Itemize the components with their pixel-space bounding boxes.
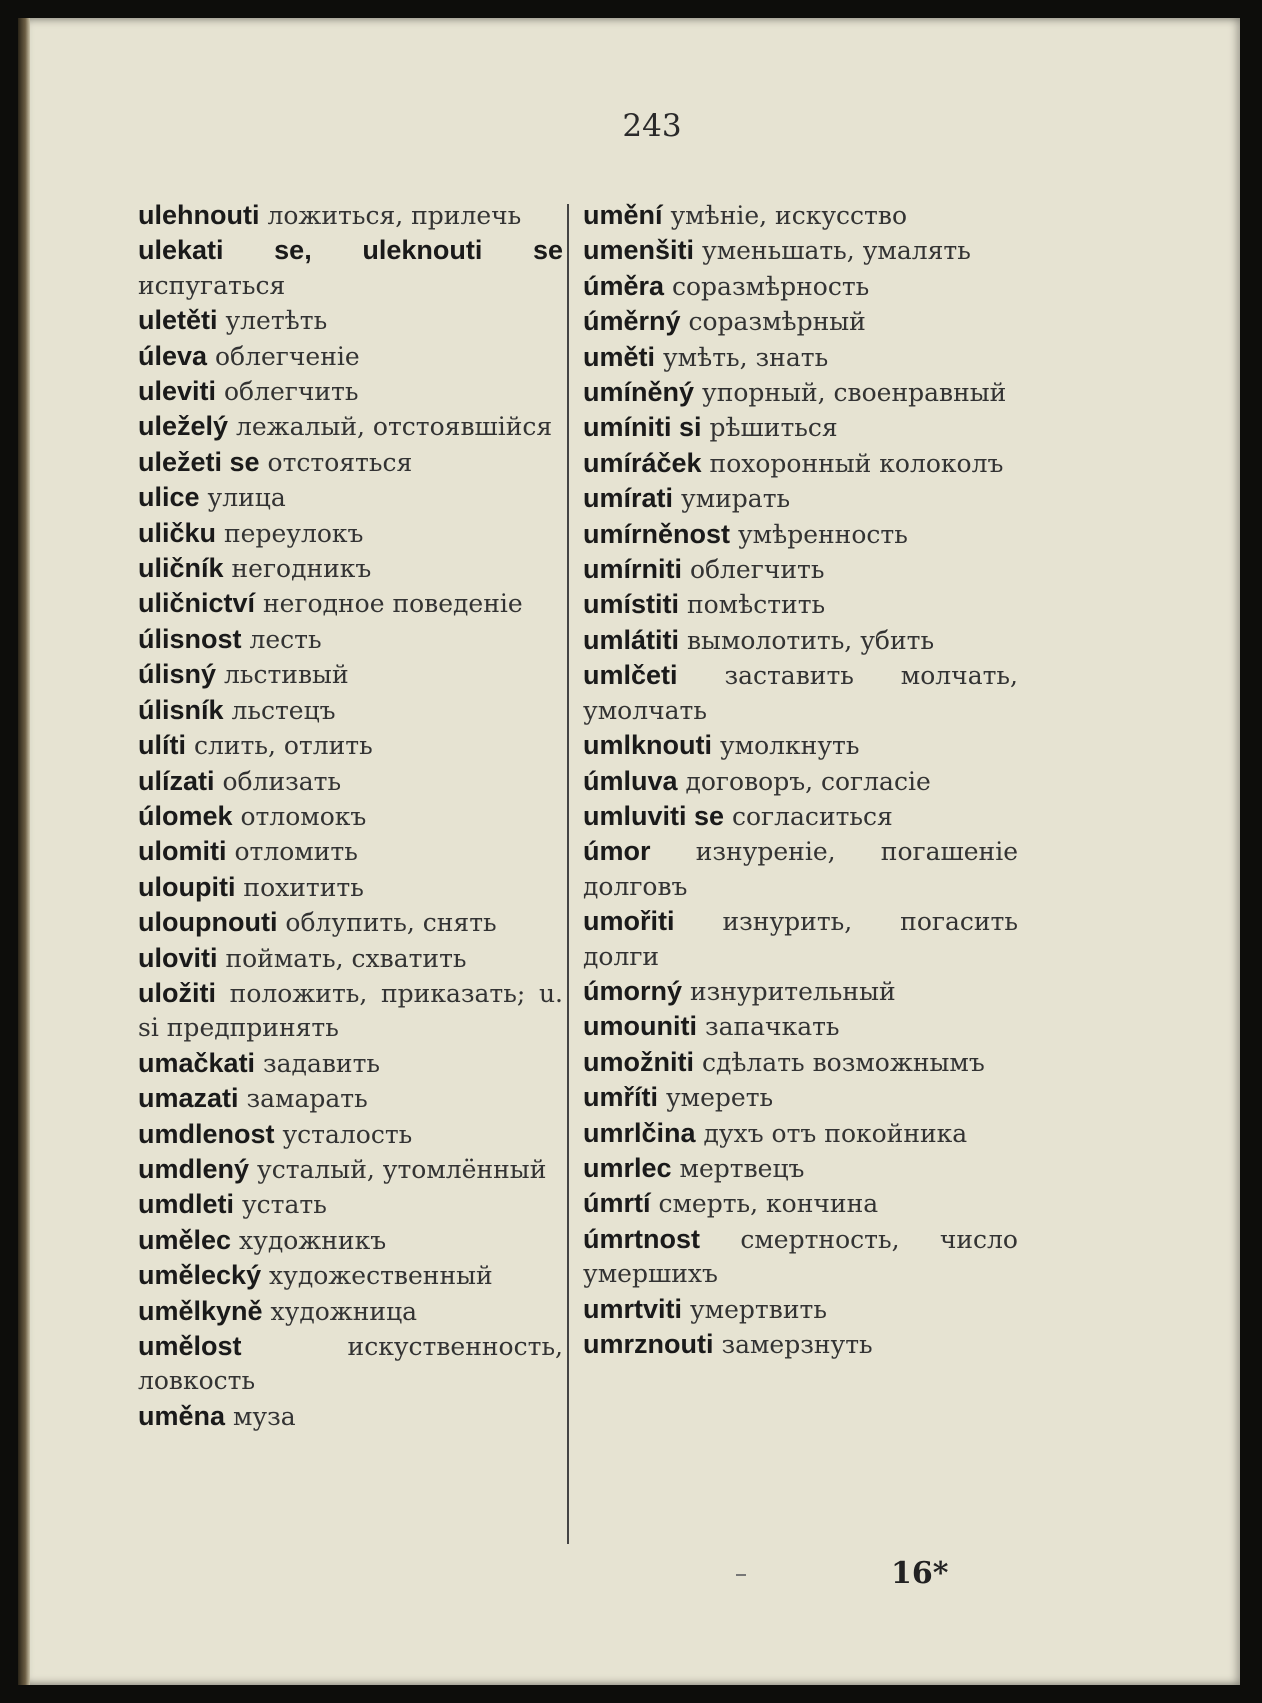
- entry-translation: отломокъ: [240, 801, 367, 831]
- entry-headword: umrznouti: [583, 1329, 714, 1359]
- dictionary-entry: [138, 1117, 563, 1152]
- dictionary-entry: [138, 480, 563, 515]
- entry-translation: облегченіе: [215, 341, 360, 371]
- entry-headword: uloupnouti: [138, 907, 278, 938]
- entry-headword: ulíti: [138, 730, 186, 761]
- entry-translation: ложиться, прилечь: [267, 201, 522, 230]
- entry-translation: льстивый: [223, 660, 349, 690]
- dictionary-entry: [583, 198, 1018, 233]
- dictionary-entry: [138, 445, 563, 480]
- entry-headword: umělost: [138, 1331, 242, 1361]
- dictionary-entry: [138, 834, 563, 869]
- entry-headword: umírati: [583, 483, 674, 514]
- entry-translation: лежалый, отстоявшійся: [236, 412, 553, 442]
- entry-translation: договоръ, согласіе: [685, 766, 931, 796]
- dictionary-entry: [138, 1329, 563, 1399]
- dictionary-entry: [583, 1292, 1018, 1327]
- dictionary-entry: [583, 1045, 1018, 1080]
- entry-headword: umlknouti: [583, 730, 712, 761]
- entry-headword: umdlený: [138, 1153, 250, 1184]
- entry-headword: ulízati: [138, 765, 215, 796]
- entry-headword: uličku: [138, 517, 217, 548]
- dictionary-entry: [583, 552, 1018, 587]
- dictionary-entry: [138, 905, 563, 940]
- entry-translation: художница: [270, 1296, 418, 1326]
- dictionary-entry: [583, 517, 1018, 552]
- entry-translation: мертвецъ: [679, 1153, 805, 1183]
- entry-headword: umlčeti: [583, 660, 678, 691]
- entry-headword: ulekati se, uleknouti se: [138, 235, 563, 266]
- entry-headword: úmorný: [583, 975, 683, 1006]
- entry-translation: согласиться: [732, 801, 893, 831]
- dictionary-entry: [138, 1258, 563, 1293]
- entry-headword: úměra: [583, 270, 665, 301]
- dictionary-entry: [138, 1046, 563, 1081]
- left-column: [138, 198, 563, 1434]
- entry-headword: ulice: [138, 482, 200, 513]
- entry-headword: umazati: [138, 1083, 239, 1114]
- dictionary-entry: [583, 974, 1018, 1009]
- dictionary-entry: [583, 728, 1018, 763]
- dictionary-entry: [138, 799, 563, 834]
- entry-translation: сдѣлать возможнымъ: [701, 1047, 985, 1077]
- book-binding: [18, 18, 30, 1685]
- entry-translation: негодное поведеніе: [262, 589, 523, 619]
- entry-headword: úmrtnost: [583, 1223, 700, 1254]
- dictionary-entry: [138, 976, 563, 1046]
- entry-translation: переулокъ: [223, 518, 364, 548]
- entry-headword: uličník: [138, 553, 224, 584]
- entry-headword: ulomiti: [138, 836, 227, 867]
- entry-translation: соразмѣрность: [672, 271, 870, 301]
- entry-headword: úmor: [583, 836, 651, 867]
- entry-headword: uměna: [138, 1400, 226, 1431]
- entry-headword: umírněnost: [583, 518, 731, 549]
- column-divider: [567, 204, 569, 1544]
- footer-dash: [736, 1574, 746, 1576]
- entry-translation: смертность, число умершихъ: [583, 1224, 1018, 1289]
- dictionary-entry: [583, 269, 1018, 304]
- entry-translation: усталый, утомлённый: [256, 1154, 547, 1184]
- entry-translation: рѣшиться: [709, 413, 838, 443]
- entry-translation: похоронный колоколъ: [709, 448, 1004, 478]
- dictionary-entry: [138, 374, 563, 409]
- entry-translation: поймать, схватить: [225, 943, 467, 973]
- entry-translation: улица: [207, 483, 286, 513]
- entry-translation: умѣніе, искусство: [670, 201, 908, 230]
- entry-translation: негодникъ: [231, 554, 372, 584]
- entry-translation: художественный: [269, 1261, 493, 1291]
- dictionary-entry: [583, 410, 1018, 445]
- dictionary-entry: [583, 304, 1018, 339]
- dictionary-entry: [583, 658, 1018, 728]
- signature-mark: 16*: [891, 1556, 949, 1591]
- entry-headword: úmrtí: [583, 1188, 651, 1219]
- entry-translation: вымолотить, убить: [686, 625, 935, 655]
- entry-headword: umrlčina: [583, 1117, 696, 1148]
- entry-translation: умѣть, знать: [662, 342, 829, 372]
- right-column: [583, 198, 1018, 1362]
- page-number: 243: [622, 108, 682, 144]
- entry-headword: uměti: [583, 341, 656, 372]
- entry-translation: умолкнуть: [719, 731, 860, 761]
- dictionary-entry: [583, 446, 1018, 481]
- entry-headword: umořiti: [583, 906, 675, 937]
- entry-headword: ulehnouti: [138, 200, 260, 230]
- entry-translation: улетѣть: [225, 306, 328, 336]
- entry-headword: úleva: [138, 340, 208, 371]
- dictionary-entry: [583, 799, 1018, 834]
- entry-headword: úlisný: [138, 659, 217, 690]
- dictionary-entry: [138, 409, 563, 444]
- dictionary-entry: [138, 941, 563, 976]
- entry-translation: умѣренность: [737, 519, 908, 549]
- entry-translation: искуственность, ловкость: [138, 1332, 563, 1396]
- entry-translation: облегчить: [223, 377, 359, 407]
- dictionary-entry: [138, 728, 563, 763]
- entry-headword: umíráček: [583, 447, 702, 478]
- entry-headword: uložiti: [138, 977, 216, 1008]
- dictionary-entry: [138, 693, 563, 728]
- entry-translation: умирать: [680, 484, 791, 514]
- entry-translation: художникъ: [239, 1225, 387, 1255]
- dictionary-entry: [138, 1081, 563, 1116]
- dictionary-entry: [583, 1151, 1018, 1186]
- dictionary-entry: [583, 834, 1018, 904]
- dictionary-entry: [583, 340, 1018, 375]
- dictionary-entry: [138, 198, 563, 233]
- dictionary-entry: [138, 764, 563, 799]
- entry-translation: замарать: [246, 1084, 368, 1114]
- dictionary-entry: [138, 303, 563, 338]
- dictionary-entry: [138, 1152, 563, 1187]
- entry-translation: духъ отъ покойника: [703, 1118, 968, 1148]
- dictionary-entry: [138, 1294, 563, 1329]
- dictionary-entry: [138, 586, 563, 621]
- dictionary-entry: [583, 481, 1018, 516]
- entry-headword: umírniti: [583, 554, 682, 585]
- entry-translation: муза: [232, 1401, 296, 1431]
- dictionary-entry: [583, 1222, 1018, 1292]
- entry-translation: облегчить: [689, 555, 825, 585]
- entry-translation: соразмѣрный: [688, 307, 866, 337]
- entry-headword: uleželý: [138, 411, 229, 442]
- dictionary-entry: [583, 1009, 1018, 1044]
- dictionary-entry: [583, 1327, 1018, 1362]
- entry-headword: umístiti: [583, 589, 680, 620]
- dictionary-entry: [583, 1080, 1018, 1115]
- dictionary-entry: [583, 233, 1018, 268]
- dictionary-entry: [583, 587, 1018, 622]
- book-page: [18, 18, 1240, 1685]
- entry-headword: umrtviti: [583, 1293, 683, 1324]
- entry-headword: umění: [583, 200, 663, 230]
- entry-headword: úmluva: [583, 765, 678, 796]
- entry-translation: изнурить, погасить долги: [583, 907, 1019, 971]
- entry-headword: uloupiti: [138, 871, 236, 902]
- entry-translation: упорный, своенравный: [701, 378, 1007, 408]
- dictionary-entry: [583, 375, 1018, 410]
- entry-headword: úlisnost: [138, 623, 242, 654]
- entry-translation: слить, отлить: [193, 731, 373, 761]
- entry-headword: uleviti: [138, 376, 217, 407]
- dictionary-entry: [583, 623, 1018, 658]
- entry-translation: задавить: [263, 1048, 381, 1078]
- dictionary-entry: [138, 1399, 563, 1434]
- entry-translation: запачкать: [704, 1012, 840, 1042]
- entry-translation: усталость: [282, 1119, 413, 1149]
- entry-headword: uloviti: [138, 942, 218, 973]
- dictionary-entry: [138, 551, 563, 586]
- entry-headword: umělecký: [138, 1260, 262, 1291]
- entry-translation: положить, приказать; u. si предпринять: [138, 978, 563, 1043]
- entry-headword: umříti: [583, 1082, 659, 1113]
- dictionary-entry: [138, 516, 563, 551]
- entry-translation: облизать: [222, 766, 342, 796]
- entry-headword: umíněný: [583, 377, 695, 408]
- dictionary-entry: [138, 657, 563, 692]
- entry-translation: облупить, снять: [285, 908, 497, 938]
- entry-translation: устать: [241, 1190, 327, 1220]
- entry-headword: umožniti: [583, 1046, 694, 1077]
- entry-translation: умертвить: [689, 1294, 827, 1324]
- entry-translation: уменьшать, умалять: [701, 236, 971, 266]
- entry-translation: замерзнуть: [721, 1330, 873, 1359]
- entry-headword: úlomek: [138, 800, 233, 831]
- entry-headword: úlisník: [138, 694, 224, 725]
- entry-headword: úměrný: [583, 306, 681, 337]
- entry-headword: umenšiti: [583, 235, 695, 266]
- dictionary-entry: [583, 1186, 1018, 1221]
- entry-translation: льстецъ: [231, 695, 336, 725]
- dictionary-entry: [138, 1223, 563, 1258]
- dictionary-entry: [138, 233, 563, 303]
- entry-translation: изнурительный: [689, 976, 896, 1006]
- entry-translation: умереть: [665, 1083, 774, 1113]
- entry-translation: помѣстить: [686, 590, 826, 620]
- entry-translation: смерть, кончина: [658, 1189, 879, 1219]
- dictionary-entry: [138, 1187, 563, 1222]
- entry-headword: umlátiti: [583, 624, 680, 655]
- entry-headword: uličnictví: [138, 588, 256, 619]
- dictionary-entry: [138, 622, 563, 657]
- entry-translation: изнуреніе, погашеніе долговъ: [583, 837, 1018, 901]
- entry-headword: uležeti se: [138, 446, 260, 477]
- entry-headword: umluviti se: [583, 800, 725, 831]
- entry-headword: umdleti: [138, 1189, 235, 1220]
- entry-headword: umělkyně: [138, 1295, 263, 1326]
- entry-translation: похитить: [243, 872, 364, 902]
- dictionary-entry: [583, 904, 1018, 974]
- entry-headword: umrlec: [583, 1152, 672, 1183]
- entry-headword: umdlenost: [138, 1118, 275, 1149]
- dictionary-entry: [138, 339, 563, 374]
- entry-headword: umouniti: [583, 1011, 697, 1042]
- entry-headword: umačkati: [138, 1047, 256, 1078]
- entry-translation: лесть: [249, 624, 322, 654]
- entry-headword: umíniti si: [583, 412, 702, 443]
- entry-headword: umělec: [138, 1224, 232, 1255]
- dictionary-entry: [138, 870, 563, 905]
- dictionary-entry: [583, 764, 1018, 799]
- entry-translation: отломить: [234, 837, 358, 867]
- entry-headword: uletěti: [138, 305, 218, 336]
- entry-translation: отстояться: [267, 447, 413, 477]
- dictionary-entry: [583, 1116, 1018, 1151]
- entry-translation: заставить молчать, умолчать: [583, 661, 1018, 725]
- entry-translation: испугаться: [138, 270, 286, 300]
